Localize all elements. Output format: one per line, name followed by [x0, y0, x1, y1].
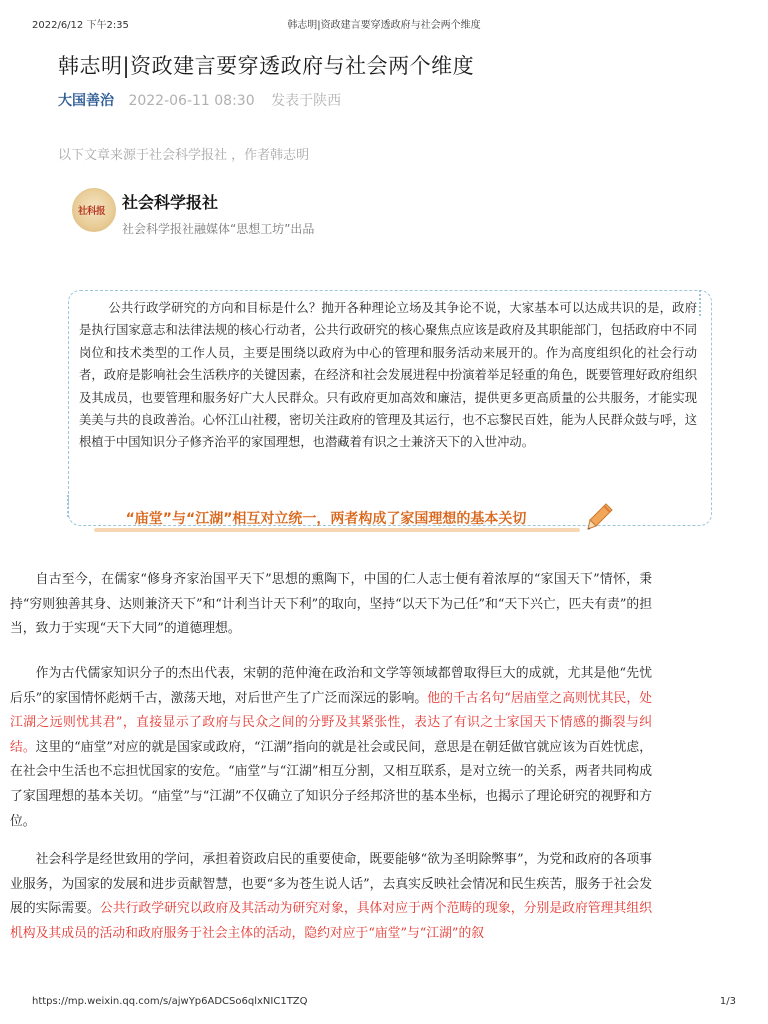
- page-number: 1/3: [719, 996, 736, 1007]
- dashed-decoration-icon: [699, 290, 705, 316]
- body-paragraph-1: [10, 568, 652, 642]
- paragraph-text: 作为古代儒家知识分子的杰出代表，宋朝的范仲淹在政治和文学等领域都曾取得巨大的成就，尤其是他“先忧后乐”的家国情怀彪炳千古，激荡天地，对后世产生了广泛而深远的影响。: [10, 666, 652, 706]
- body-paragraph-3: [10, 848, 652, 946]
- highlighted-text: 公共行政学研究以政府及其活动为研究对象，具体对应于两个范畴的现象，分别是政府管理其组织机构及其成员的活动和政府服务于社会主体的活动，隐约对应于“庙堂”与“江湖”的叙: [10, 901, 653, 941]
- paragraph-text: 这里的“庙堂”对应的就是国家或政府，“江湖”指向的就是社会或民间，意思是在朝廷做官就应该为百姓忧虑，在社会中生活也不忘担忧国家的安危。“庙堂”与“江湖”相互分割，又相互联系，是对立统一的关系，两者共同构成了家国理想的基本关切。“庙堂”与“江湖”不仅确立了知识分子经邦济世的基本坐标，也揭示了理论研究的视野和方位。: [10, 739, 652, 829]
- print-doc-title: 韩志明|资政建言要穿透政府与社会两个维度: [287, 20, 481, 31]
- page-url: https://mp.weixin.qq.com/s/ajwYp6ADCSo6qlxNIC1TZQ: [32, 996, 308, 1007]
- body-paragraph-2: [10, 662, 652, 834]
- heading-highlight: [94, 528, 580, 532]
- section-heading-banner: [64, 506, 608, 534]
- article-meta: [58, 91, 718, 111]
- highlighted-text: 他的千古名句“居庙堂之高则忧其民，处江湖之远则忧其君”，直接显示了政府与民众之间的分野及其紧张性，表达了有识之士家国天下情感的撕裂与纠结。: [10, 690, 653, 755]
- source-profile-card[interactable]: [72, 188, 712, 248]
- article: [58, 50, 718, 450]
- publish-location: 发表于陕西: [271, 93, 342, 109]
- print-date: 2022/6/12 下午2:35: [32, 20, 129, 31]
- profile-name[interactable]: 社会科学报社: [122, 193, 219, 212]
- publish-time: 2022-06-11 08:30: [128, 93, 255, 109]
- profile-description: 社会科学报社融媒体“思想工坊”出品: [122, 222, 315, 236]
- paragraph-text: 社会科学是经世致用的学问，承担着资政启民的重要使命，既要能够“欲为圣明除弊事”，为党和政府的各项事业服务，为国家的发展和进步贡献智慧，也要“多为苍生说人话”，去真实反映社会情况和民生疾苦，服务于社会发展的实际需要。: [10, 852, 652, 917]
- account-name-link[interactable]: 大国善治: [58, 93, 114, 109]
- article-title: 韩志明|资政建言要穿透政府与社会两个维度: [58, 54, 475, 78]
- print-header: [32, 16, 736, 30]
- paragraph-text: 自古至今，在儒家“修身齐家治国平天下”思想的熏陶下，中国的仁人志士便有着浓厚的“家国天下”情怀，秉持“穷则独善其身、达则兼济天下”和“计利当计天下利”的取向，坚持“以天下为己任”和“天下兴亡，匹夫有责”的担当，致力于实现“天下大同”的道德理想。: [10, 572, 652, 637]
- avatar-seal-text: 社科报: [78, 206, 106, 217]
- section-heading: “庙堂”与“江湖”相互对立统一，两者构成了家国理想的基本关切: [125, 511, 527, 527]
- print-footer: [32, 996, 736, 1010]
- source-note: 以下文章来源于社会科学报社 ，作者韩志明: [58, 148, 310, 163]
- avatar[interactable]: [72, 188, 116, 232]
- pencil-icon: [586, 502, 614, 532]
- intro-quote-box: [68, 290, 712, 526]
- intro-text: 公共行政学研究的方向和目标是什么？抛开各种理论立场及其争论不说，大家基本可以达成共识的是，政府是执行国家意志和法律法规的核心行动者，公共行政研究的核心聚焦点应该是政府及其职能部门，包括政府中不同岗位和技术类型的工作人员，主要是围绕以政府为中心的管理和服务活动来展开的。作为高度组织化的社会行动者，政府是影响社会生活秩序的关键因素，在经济和社会发展进程中扮演着举足轻重的角色，既要管理好政府组织及其成员，也要管理和服务好广大人民群众。只有政府更加高效和廉洁，提供更多更高质量的公共服务，才能实现美美与共的良政善治。心怀江山社稷，密切关注政府的管理及其运行，也不忘黎民百姓，能为人民群众鼓与呼，这根植于中国知识分子修齐治平的家国理想，也潜藏着有识之士兼济天下的入世冲动。: [79, 301, 697, 450]
